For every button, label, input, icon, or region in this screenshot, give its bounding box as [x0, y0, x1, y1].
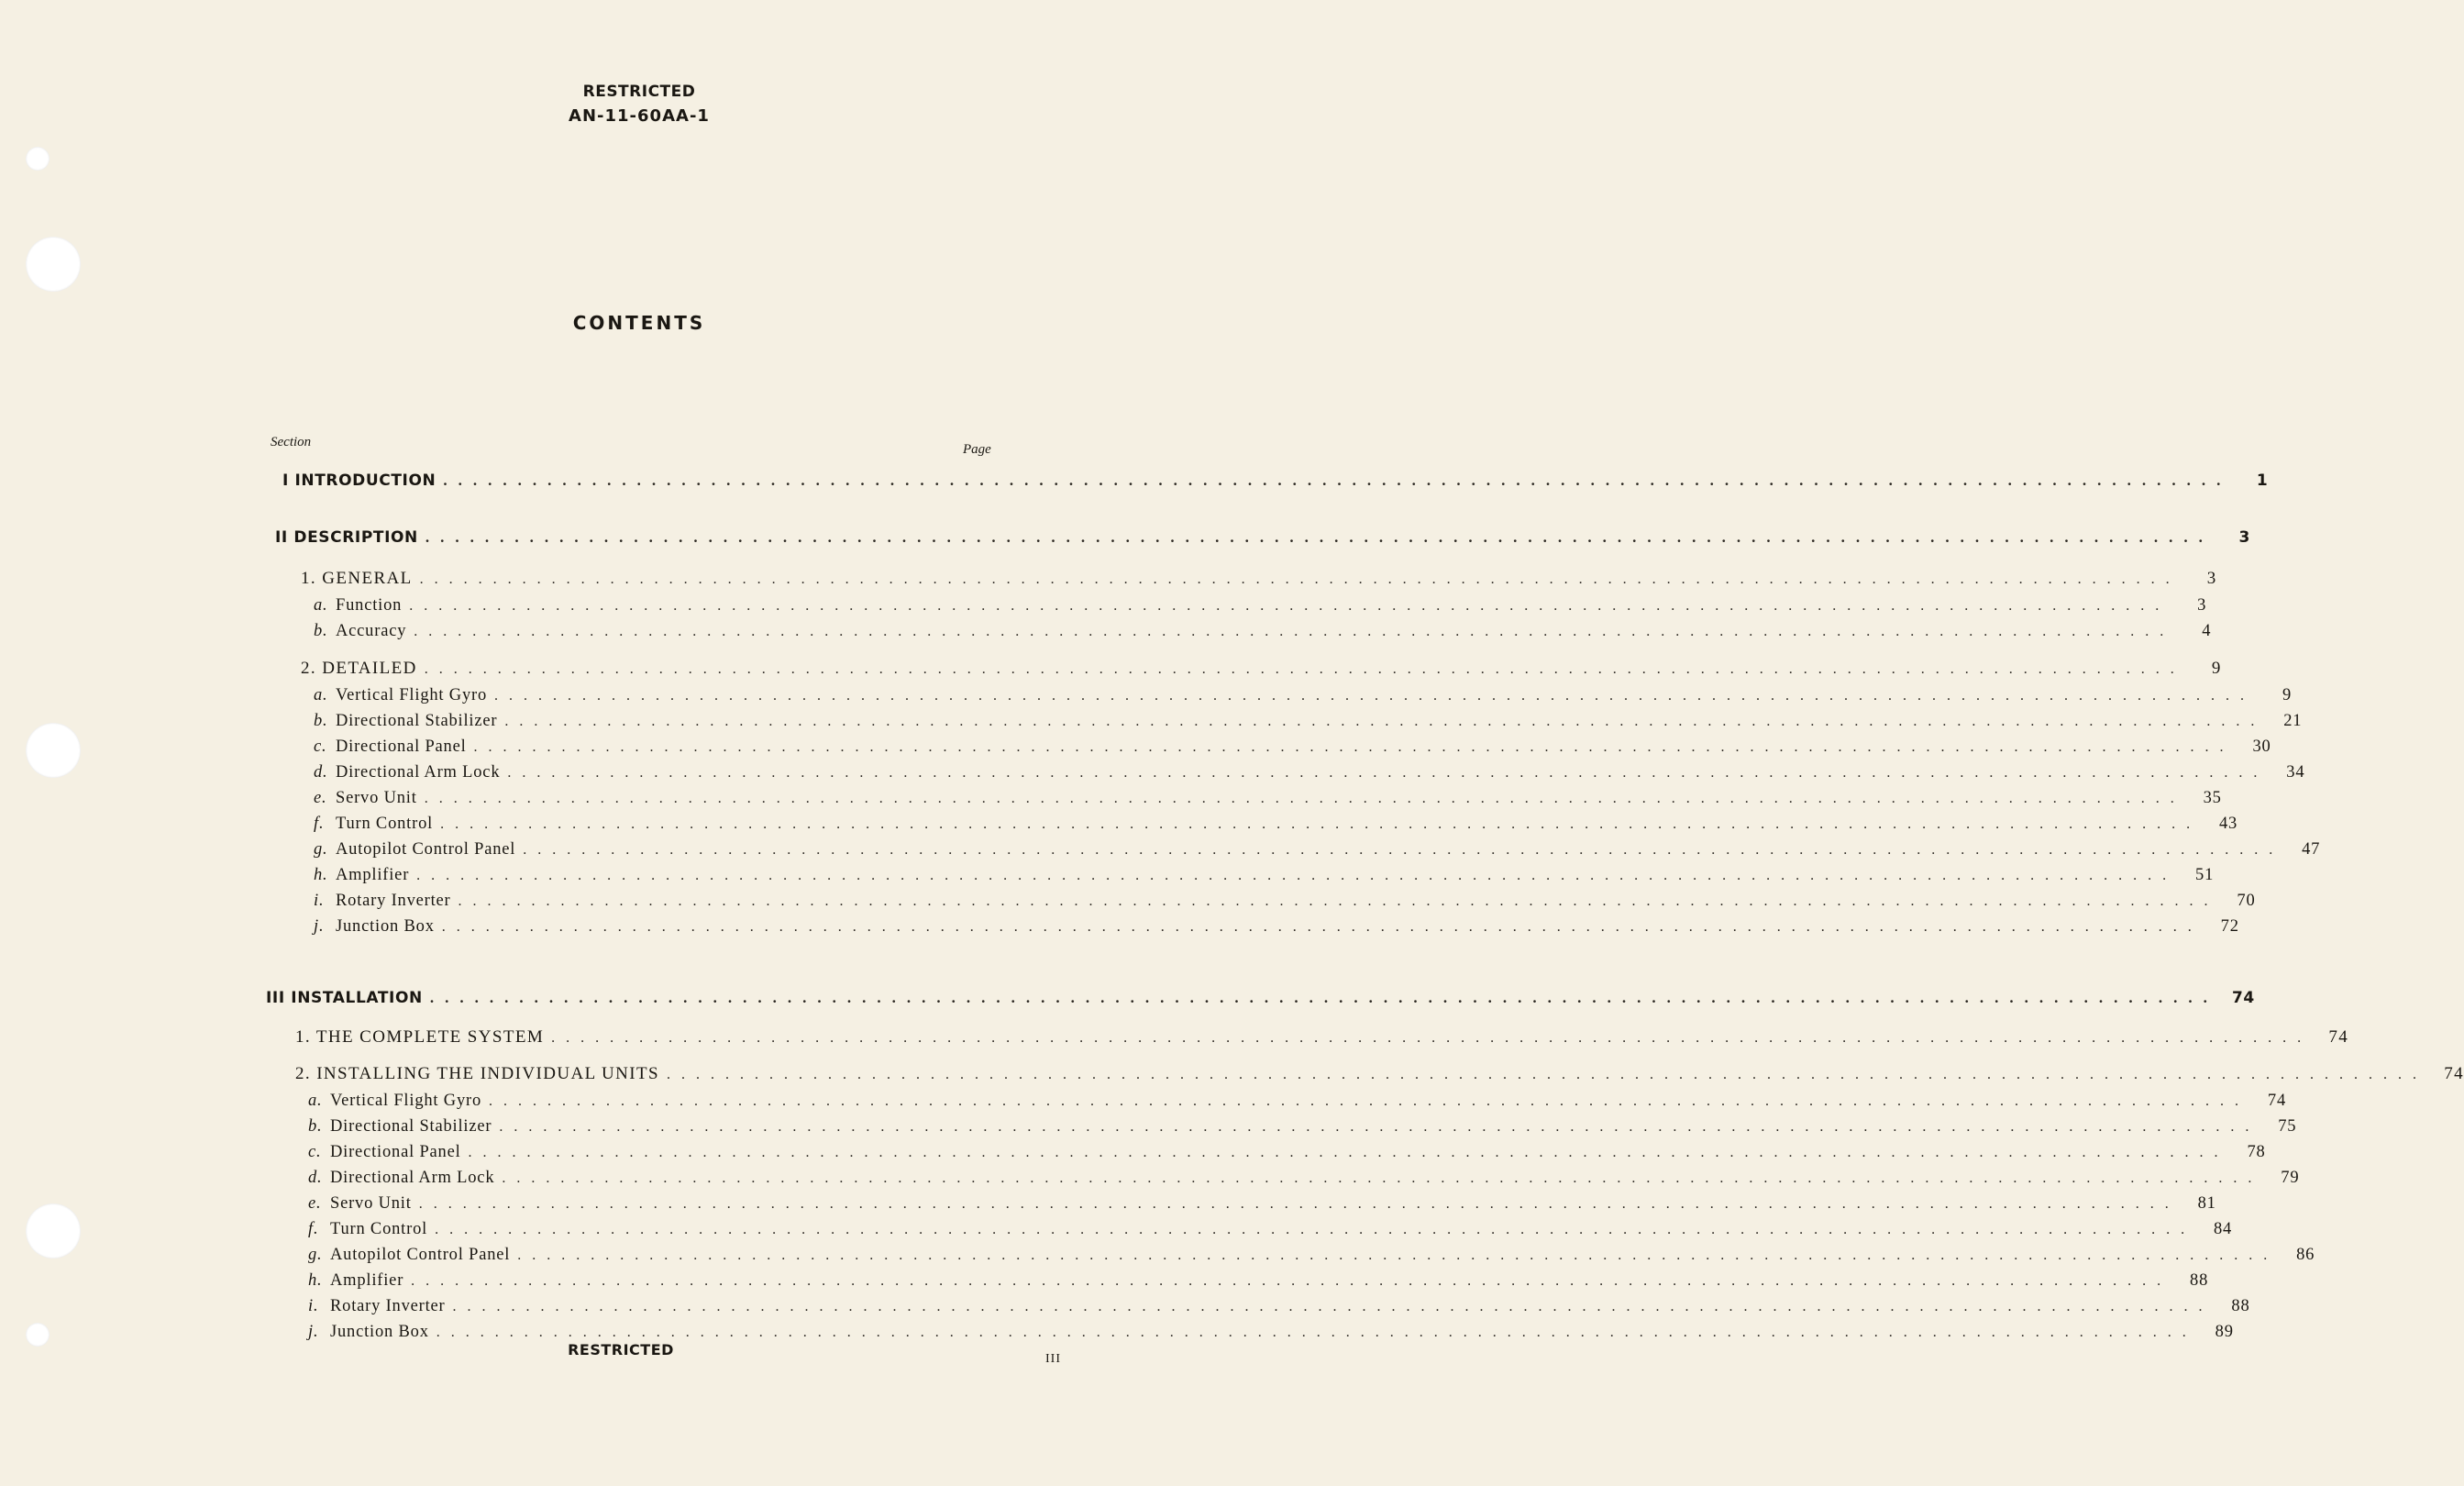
toc-item: [314, 686, 2293, 708]
toc-item: [314, 737, 2271, 760]
toc-subsection-page: 74: [2444, 1064, 2464, 1083]
item-text: Rotary Inverter: [336, 892, 451, 910]
dot-leader: ........................................................................................................................: [443, 471, 2232, 489]
dot-leader: ........................................................................................................................: [551, 1030, 2313, 1046]
toc-item-label: [314, 866, 416, 885]
toc-item-page: 70: [2237, 892, 2256, 910]
item-text: Turn Control: [336, 815, 434, 833]
item-text: Servo Unit: [336, 789, 417, 807]
toc-item-page: 74: [2267, 1092, 2287, 1110]
dot-leader: ........................................................................................................................: [429, 989, 2218, 1006]
toc-item-label: [314, 686, 494, 705]
toc-item: [314, 622, 2212, 644]
toc-item-page: 75: [2278, 1117, 2297, 1136]
toc-item: [308, 1271, 2209, 1293]
toc-item: [314, 815, 2238, 837]
item-letter: i.: [314, 892, 325, 910]
toc-item-label: [314, 596, 409, 615]
toc-subsection-page: 3: [2206, 569, 2217, 588]
item-text: Autopilot Control Panel: [330, 1246, 511, 1264]
toc-item-page: 86: [2296, 1246, 2315, 1264]
dot-leader: ........................................................................................................................: [489, 1093, 2250, 1109]
toc-section-page: 74: [2231, 989, 2255, 1007]
toc-subsection: [295, 1064, 2464, 1086]
toc-section-label: II DESCRIPTION: [275, 528, 418, 547]
item-letter: g.: [308, 1246, 323, 1264]
toc-item: [308, 1220, 2233, 1242]
toc-item-label: [314, 840, 523, 859]
item-letter: c.: [308, 1143, 322, 1161]
dot-leader: ........................................................................................................................: [425, 528, 2214, 546]
toc-item-label: [308, 1169, 502, 1188]
toc-item-page: 4: [2202, 622, 2212, 640]
toc-section-label: I INTRODUCTION: [282, 471, 436, 490]
toc-item: [308, 1092, 2287, 1114]
toc-item-label: [308, 1117, 499, 1137]
dot-leader: ........................................................................................................................: [452, 1299, 2214, 1314]
toc-item-page: 9: [2282, 686, 2293, 704]
binder-hole: [26, 1203, 81, 1259]
toc-item-label: [308, 1271, 411, 1291]
toc-item-page: 89: [2215, 1323, 2234, 1341]
toc-item-label: [314, 763, 507, 782]
toc-section-page: 3: [2238, 528, 2250, 547]
item-text: Vertical Flight Gyro: [336, 686, 488, 704]
toc-subsection-label: 2. DETAILED: [301, 659, 417, 678]
toc-subsection-label: 1. THE COMPLETE SYSTEM: [295, 1027, 545, 1047]
toc-section: [275, 528, 2250, 550]
toc-item-label: [314, 737, 474, 757]
dot-leader: ........................................................................................................................: [436, 1325, 2197, 1340]
item-letter: d.: [308, 1169, 323, 1187]
item-letter: b.: [314, 712, 328, 730]
dot-leader: ........................................................................................................................: [517, 1248, 2279, 1263]
toc-item-label: [308, 1092, 489, 1111]
dot-leader: ........................................................................................................................: [473, 739, 2235, 755]
toc-item-page: 30: [2252, 737, 2271, 756]
item-text: Servo Unit: [330, 1194, 412, 1213]
toc-item-page: 51: [2195, 866, 2215, 884]
toc-item-page: 21: [2283, 712, 2303, 730]
dot-leader: ........................................................................................................................: [424, 661, 2185, 677]
item-text: Directional Stabilizer: [336, 712, 498, 730]
toc-item: [308, 1117, 2297, 1139]
dot-leader: ........................................................................................................................: [441, 919, 2203, 935]
item-text: Directional Panel: [330, 1143, 461, 1161]
dot-leader: ........................................................................................................................: [504, 714, 2266, 729]
toc-item-page: 79: [2281, 1169, 2300, 1187]
toc-item: [308, 1246, 2315, 1268]
dot-leader: ........................................................................................................................: [494, 688, 2256, 704]
item-text: Turn Control: [330, 1220, 428, 1238]
item-letter: a.: [314, 596, 328, 615]
item-letter: i.: [308, 1297, 319, 1315]
item-text: Amplifier: [330, 1271, 404, 1290]
item-text: Accuracy: [336, 622, 407, 640]
toc-item-page: 81: [2197, 1194, 2216, 1213]
dot-leader: ........................................................................................................................: [499, 1119, 2260, 1135]
dot-leader: ........................................................................................................................: [411, 1273, 2172, 1289]
item-letter: j.: [314, 917, 325, 936]
item-letter: g.: [314, 840, 328, 859]
dot-leader: ........................................................................................................................: [523, 842, 2284, 858]
dot-leader: ........................................................................................................................: [424, 791, 2185, 806]
item-text: Directional Arm Lock: [330, 1169, 495, 1187]
toc-item: [314, 763, 2305, 785]
toc-item-label: [308, 1220, 435, 1239]
toc-item: [314, 892, 2256, 914]
item-letter: b.: [314, 622, 328, 640]
item-text: Vertical Flight Gyro: [330, 1092, 482, 1110]
toc-section: [282, 471, 2269, 493]
toc-item: [308, 1194, 2216, 1216]
item-letter: h.: [314, 866, 328, 884]
toc-section-label: III INSTALLATION: [266, 989, 423, 1007]
item-text: Amplifier: [336, 866, 410, 884]
item-letter: f.: [308, 1220, 319, 1238]
page-folio: III: [1045, 1352, 1061, 1366]
toc-item: [308, 1143, 2266, 1165]
item-text: Junction Box: [336, 917, 435, 936]
toc-item: [314, 789, 2222, 811]
toc-subsection-page: 9: [2211, 659, 2222, 678]
item-text: Directional Stabilizer: [330, 1117, 492, 1136]
item-text: Function: [336, 596, 403, 615]
item-letter: e.: [308, 1194, 322, 1213]
item-text: Directional Panel: [336, 737, 467, 756]
toc-subsection-label: 1. GENERAL: [301, 569, 413, 588]
dot-leader: ........................................................................................................................: [502, 1170, 2263, 1186]
toc-item-page: 78: [2247, 1143, 2266, 1161]
dot-leader: ........................................................................................................................: [435, 1222, 2196, 1237]
toc-item-page: 3: [2197, 596, 2207, 615]
item-letter: j.: [308, 1323, 319, 1341]
toc-item-label: [308, 1323, 436, 1342]
toc-section: [266, 989, 2255, 1011]
header-classification: RESTRICTED: [582, 83, 696, 101]
toc-item-label: [314, 917, 442, 937]
footer-classification: RESTRICTED: [568, 1341, 674, 1358]
toc-item-label: [314, 789, 425, 808]
dot-leader: ........................................................................................................................: [458, 893, 2219, 909]
toc-section-page: 1: [2256, 471, 2269, 490]
toc-item-label: [314, 892, 459, 911]
binder-hole: [26, 723, 81, 778]
page-column-label: Page: [963, 442, 991, 457]
toc-item: [314, 917, 2239, 939]
toc-item-page: 47: [2302, 840, 2321, 859]
toc-item-label: [314, 622, 414, 641]
dot-leader: ........................................................................................................................: [667, 1067, 2427, 1082]
dot-leader: ........................................................................................................................: [414, 624, 2175, 639]
page-title: CONTENTS: [572, 312, 706, 334]
toc-subsection-label: 2. INSTALLING THE INDIVIDUAL UNITS: [295, 1064, 659, 1083]
item-letter: d.: [314, 763, 328, 782]
item-text: Junction Box: [330, 1323, 429, 1341]
dot-leader: ........................................................................................................................: [419, 571, 2181, 587]
item-letter: c.: [314, 737, 327, 756]
dot-leader: ........................................................................................................................: [507, 765, 2269, 781]
section-column-label: Section: [271, 435, 312, 449]
item-letter: b.: [308, 1117, 323, 1136]
toc-item: [314, 840, 2321, 862]
binder-hole: [26, 147, 50, 171]
item-text: Rotary Inverter: [330, 1297, 446, 1315]
toc-item-label: [308, 1143, 469, 1162]
toc-subsection: [295, 1027, 2349, 1049]
toc-subsection: [301, 659, 2222, 681]
toc-item-label: [308, 1194, 419, 1214]
toc-item: [314, 712, 2303, 734]
dot-leader: ........................................................................................................................: [468, 1145, 2229, 1160]
toc-item: [308, 1297, 2250, 1319]
item-letter: f.: [314, 815, 325, 833]
toc-item-page: 34: [2286, 763, 2305, 782]
header-document-number: AN-11-60AA-1: [569, 106, 710, 126]
toc-item: [314, 866, 2215, 888]
toc-item-label: [314, 712, 504, 731]
toc-item: [308, 1169, 2300, 1191]
toc-subsection: [301, 569, 2217, 591]
toc-item-page: 88: [2231, 1297, 2250, 1315]
toc-item-label: [308, 1297, 453, 1316]
toc-item-page: 88: [2190, 1271, 2209, 1290]
dot-leader: ........................................................................................................................: [440, 816, 2202, 832]
toc-subsection-page: 74: [2328, 1027, 2349, 1047]
item-text: Directional Arm Lock: [336, 763, 501, 782]
toc-item-label: [308, 1246, 517, 1265]
toc-item-label: [314, 815, 440, 834]
binder-hole: [26, 237, 81, 292]
dot-leader: ........................................................................................................................: [418, 1196, 2180, 1212]
dot-leader: ........................................................................................................................: [416, 868, 2178, 883]
toc-item-page: 72: [2220, 917, 2239, 936]
item-letter: h.: [308, 1271, 323, 1290]
toc-item-page: 35: [2203, 789, 2222, 807]
item-text: Autopilot Control Panel: [336, 840, 516, 859]
item-letter: e.: [314, 789, 327, 807]
dot-leader: ........................................................................................................................: [409, 598, 2171, 614]
item-letter: a.: [314, 686, 328, 704]
item-letter: a.: [308, 1092, 323, 1110]
toc-item-page: 43: [2218, 815, 2238, 833]
toc-item: [314, 596, 2207, 618]
toc-item-page: 84: [2213, 1220, 2233, 1238]
